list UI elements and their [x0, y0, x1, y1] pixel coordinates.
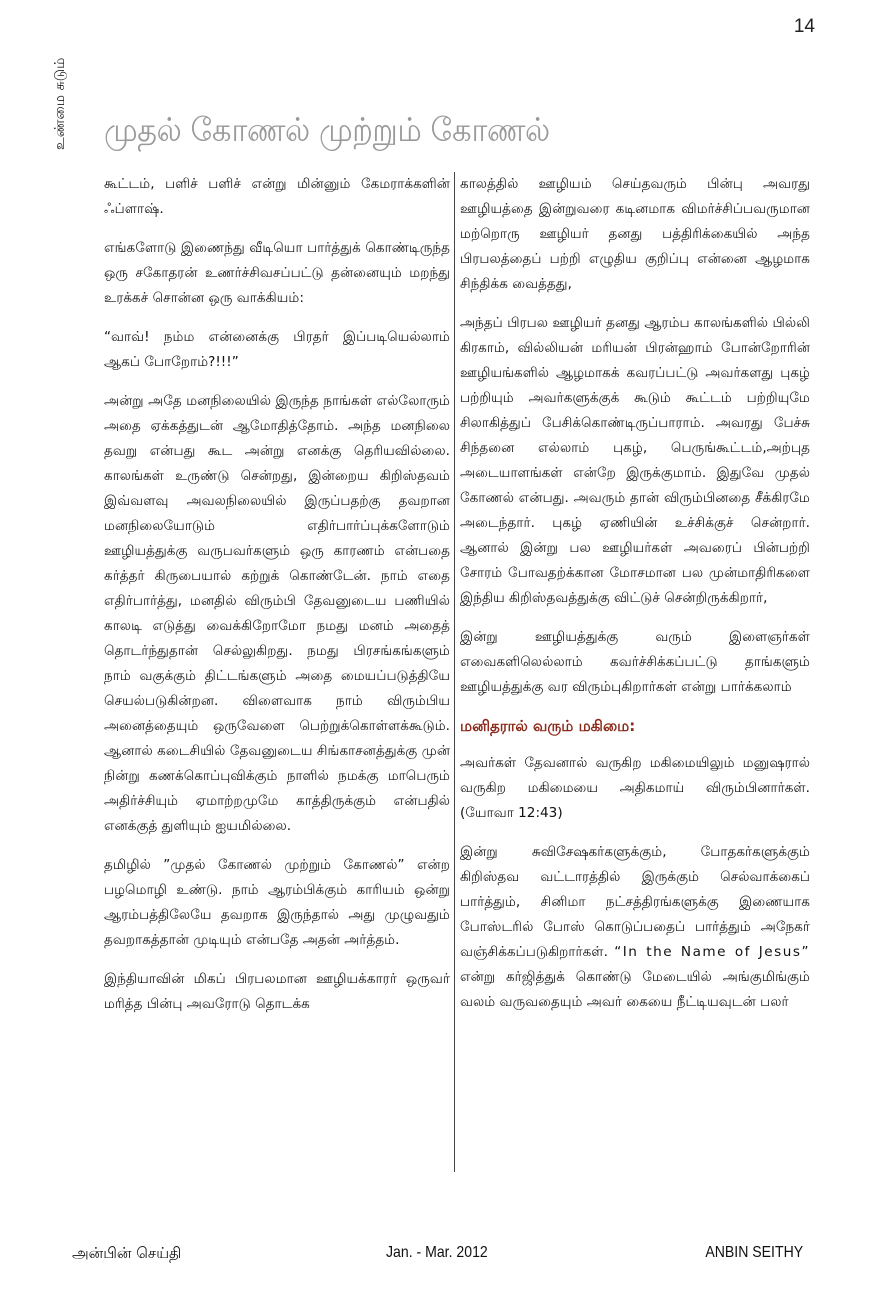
page-footer — [0, 1244, 881, 1268]
verse-paragraph — [460, 751, 810, 826]
paragraph: அந்தப் பிரபல ஊழியர் தனது ஆரம்ப காலங்களில் பில்லி கிரகாம், வில்லியன் மரியன் பிரன்ஹாம் போன்றோரின் ஊழியங்களில் ஆழமாகக் கவரப்பட்டு அவர்களது புகழ் பற்றியும் அவர்களுக்குக் கூடும் கூட்டம் பற்றியுமே சிலாகித்துப் பேசிக்கொண்டிருப்பாராம். அவரது பேச்சு சிந்தனை எல்லாம் புகழ், பெருங்கூட்டம்,அற்புத அடையாளங்கள் என்றே இருக்குமாம். இதுவே முதல் கோணல் என்பது. அவரும் தான் விரும்பினதை சீக்கிரமே அடைந்தார். புகழ் ஏணியின் உச்சிக்குச் சென்றார். ஆனால் இன்று பல ஊழியர்கள் அவரைப் பின்பற்றி சோரம் போவதற்க்கான மோசமான பல முன்மாதிரிகளை இந்திய கிறிஸ்தவத்துக்கு விட்டுச் சென்றிருக்கிறார், — [460, 315, 810, 606]
footer-issue-date: Jan. - Mar. 2012 — [386, 1244, 488, 1261]
paragraph — [460, 840, 810, 1015]
verse-reference: (யோவா 12:43) — [460, 805, 563, 821]
paragraph: கூட்டம், பளிச் பளிச் என்று மின்னும் கேமராக்களின் ஃப்ளாஷ். — [104, 176, 450, 217]
section-side-label: உண்மை சுடும் — [52, 57, 68, 150]
footer-magazine-tamil: அன்பின் செய்தி — [72, 1244, 182, 1262]
left-column — [104, 172, 450, 1172]
footer-magazine-english: ANBIN SEITHY — [705, 1244, 803, 1261]
paragraph: அன்று அதே மனநிலையில் இருந்த நாங்கள் எல்லோரும் அதை ஏக்கத்துடன் ஆமோதித்தோம். அந்த மனநிலை தவறு என்பது கூட அன்று எனக்கு தெரியவில்லை. காலங்கள் உருண்டு சென்றது, இன்றைய கிறிஸ்தவம் இவ்வளவு அவலநிலையில் இருப்பதற்கு தவறான மனநிலையோடும் எதிர்பார்ப்புக்களோடும் ஊழியத்துக்கு வருபவர்களும் ஒரு காரணம் என்பதை கர்த்தர் கிருபையால் கற்றுக் கொண்டேன். நாம் எதை எதிர்பார்த்து, மனதில் விரும்பி தேவனுடைய பணியில் காலடி எடுத்து வைக்கிறோமோ நமது மனம் அதைத் தொடர்ந்துதான் செல்லுகிறது. நமது பிரசங்கங்களும் நாம் வகுக்கும் திட்டங்களும் அதை மையப்படுத்தியே செயல்படுகின்றன. விளைவாக நாம் விரும்பிய அனைத்தையும் ஒருவேளை பெற்றுக்கொள்ளக்கூடும். ஆனால் கடைசியில் தேவனுடைய சிங்காசனத்துக்கு முன் நின்று கணக்கொப்புவிக்கும் நாளில் நமக்கு மாபெரும் அதிர்ச்சியும் ஏமாற்றமுமே காத்திருக்கும் என்பதில் எனக்குத் துளியும் ஐயமில்லை. — [104, 393, 450, 834]
column-divider — [454, 172, 455, 1172]
english-phrase: “In the Name of Jesus” — [614, 944, 810, 960]
section-heading-colon: : — [629, 717, 636, 735]
section-heading-text: மனிதரால் வரும் மகிமை — [460, 717, 630, 735]
section-heading — [460, 714, 810, 739]
paragraph: காலத்தில் ஊழியம் செய்தவரும் பின்பு அவரது ஊழியத்தை இன்றுவரை கடினமாக விமர்ச்சிப்பவருமான மற்றொரு ஊழியர் தனது பத்திரிக்கையில் அந்த பிரபலத்தைப் பற்றி எழுதிய குறிப்பு என்னை ஆழமாக சிந்திக்க வைத்தது, — [460, 176, 810, 292]
paragraph: எங்களோடு இணைந்து வீடியொ பார்த்துக் கொண்டிருந்த ஒரு சகோதரன் உணர்ச்சிவசப்பட்டு தன்னையும் மறந்து உரக்கச் சொன்ன ஒரு வாக்கியம்: — [104, 240, 450, 306]
quote-paragraph: “வாவ்! நம்ம என்னைக்கு பிரதர் இப்படியெல்லாம் ஆகப் போறோம்?!!!” — [104, 329, 450, 370]
paragraph-text: இன்று சுவிசேஷகர்களுக்கும், போதகர்களுக்கும் கிறிஸ்தவ வட்டாரத்தில் இருக்கும் செல்வாக்கைப் பார்த்தும், சினிமா நட்சத்திரங்களுக்கு இணையாக போஸ்டரில் போஸ் கொடுப்பதைப் பார்த்தும் அநேகர் வஞ்சிக்கப்படுகிறார்கள். — [460, 844, 810, 960]
paragraph: இன்று ஊழியத்துக்கு வரும் இளைஞர்கள் எவைகளிலெல்லாம் கவர்ச்சிக்கப்பட்டு தாங்களும் ஊழியத்துக்கு வர விரும்புகிறார்கள் என்று பார்க்கலாம் — [460, 629, 810, 695]
paragraph: தமிழில் ”முதல் கோணல் முற்றும் கோணல்” என்ற பழமொழி உண்டு. நாம் ஆரம்பிக்கும் காரியம் ஒன்று ஆரம்பத்திலேயே தவறாக இருந்தால் அது முழுவதும் தவறாகத்தான் முடியும் என்பதே அதன் அர்த்தம். — [104, 857, 450, 948]
article-title: முதல் கோணல் முற்றும் கோணல் — [104, 110, 550, 149]
page-number: 14 — [793, 16, 815, 37]
paragraph-text: என்று கர்ஜித்துக் கொண்டு மேடையில் அங்குமிங்கும் வலம் வருவதையும் அவர் கையை நீட்டியவுடன் பலர் — [460, 969, 810, 1010]
paragraph: இந்தியாவின் மிகப் பிரபலமான ஊழியக்காரர் ஒருவர் மரித்த பின்பு அவரோடு தொடக்க — [104, 971, 450, 1012]
right-column — [460, 172, 810, 1172]
article-columns — [104, 172, 810, 1172]
verse-text: அவர்கள் தேவனால் வருகிற மகிமையிலும் மனுஷரால் வருகிற மகிமையை அதிகமாய் விரும்பினார்கள். — [460, 755, 810, 796]
